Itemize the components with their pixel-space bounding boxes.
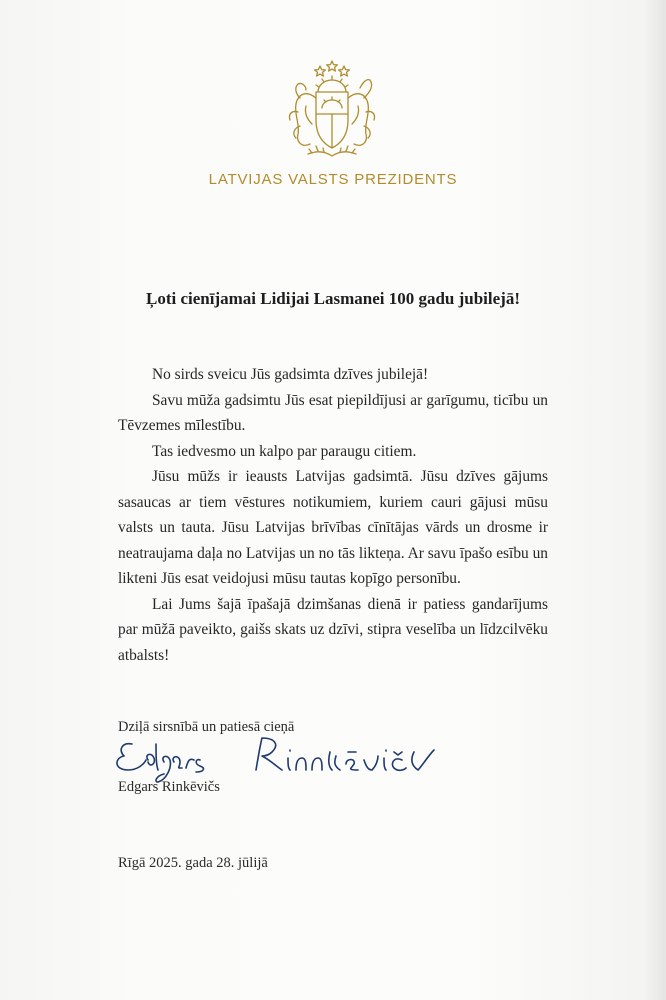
signer-name: Edgars Rinkēvičs <box>118 779 220 795</box>
handwritten-signature <box>110 730 450 786</box>
closing-line: Dziļā sirsnībā un patiesā cieņā <box>118 719 295 735</box>
page-shadow <box>644 0 666 1000</box>
paragraph: Savu mūža gadsimtu Jūs esat piepildījusi ar garīgumu, ticību un Tēvzemes mīlestību. <box>118 391 548 434</box>
paragraph: Tas iedvesmo un kalpo par paraugu citiem. <box>152 442 417 460</box>
place-date: Rīgā 2025. gada 28. jūlijā <box>118 855 268 871</box>
paragraph: Jūsu mūžs ir ieausts Latvijas gadsimtā. Jūsu dzīves gājums sasaucas ar tiem vēstures notikumiem, kuriem cauri gājusi mūsu valsts un tauta. Jūsu Latvijas brīvības cīnītājas vārds un drosme ir neatraujama daļa no Latvijas un no tās likteņa. Ar savu īpašo esību un likteni Jūs esat veidojusi mūsu tautas kopīgo personību. <box>118 468 548 587</box>
paragraph: Lai Jums šajā īpašajā dzimšanas dienā ir patiess gandarījums par mūžā paveikto, gaišs skats uz dzīvi, stipra veselība un līdzcilvēku atbalsts! <box>118 595 548 664</box>
office-title: LATVIJAS VALSTS PREZIDENTS <box>208 171 458 188</box>
latvian-coat-of-arms-icon <box>282 58 382 162</box>
paragraph: No sirds sveicu Jūs gadsimta dzīves jubilejā! <box>152 366 429 383</box>
letter-body <box>118 362 548 668</box>
letter-title: Ļoti cienījamai Lidijai Lasmanei 100 gadu jubilejā! <box>145 289 521 308</box>
